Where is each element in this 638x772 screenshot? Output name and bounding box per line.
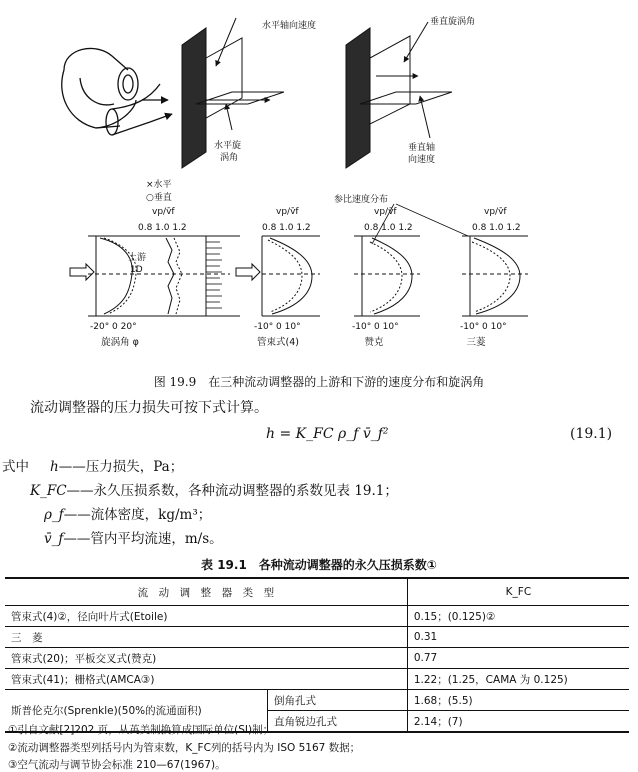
footnote-1: ①引自文献[2]202 页，从英美制换算成国际单位(SI)制；: [8, 724, 274, 736]
panel-zanker: [354, 236, 420, 316]
table-row: [5, 690, 629, 711]
angle-ticks-2: -10° 0 10°: [254, 322, 301, 332]
cell-kfc: 1.68；(5.5): [407, 690, 629, 711]
figure-caption: 图 19.9 在三种流动调整器的上游和下游的速度分布和旋涡角: [153, 375, 485, 389]
label-horizontal-swirl-angle-2: 涡角: [220, 153, 239, 163]
legend-horizontal: ×水平: [146, 180, 172, 190]
footnote-3: ③空气流动与调节协会标准 210—67(1967)。: [8, 759, 226, 771]
equation-number: (19.1): [570, 426, 613, 442]
cell-subtype: 直角锐边孔式: [268, 711, 408, 733]
label-upstream-2: 1D: [130, 265, 143, 275]
definition-symbol: h: [50, 459, 59, 475]
label-vertical-axial-velocity-1: 垂直轴: [408, 143, 436, 153]
table-row: [5, 627, 629, 648]
definition-text: ——管内平均流速，m/s。: [63, 531, 223, 547]
definition-vf: [44, 527, 223, 547]
cell-type: 管束式(4)②，径向叶片式(Etoile): [5, 606, 407, 627]
panel-label-zanker: 赞克: [364, 337, 384, 348]
cell-kfc: 0.31: [407, 627, 629, 648]
label-velocity-ratio-1: vp/v̄f: [152, 207, 175, 217]
scale-ticks-4: 0.8 1.0 1.2: [472, 223, 521, 233]
definition-text: ——永久压损系数，各种流动调整器的系数见表 19.1；: [66, 483, 398, 499]
scale-ticks-1: 0.8 1.0 1.2: [138, 223, 187, 233]
panel-label-tube-bundle: 管束式(4): [257, 337, 299, 348]
header-type: 流 动 调 整 器 类 型: [5, 578, 407, 606]
label-horizontal-swirl-angle-1: 水平旋: [214, 141, 242, 151]
intro-paragraph: 流动调整器的压力损失可按下式计算。: [30, 400, 268, 416]
angle-ticks-4: -10° 0 10°: [460, 322, 507, 332]
scale-ticks-3: 0.8 1.0 1.2: [364, 223, 413, 233]
definition-symbol: K_FC: [30, 483, 67, 499]
definition-symbol: ρ_f: [44, 507, 64, 523]
definition-h: [50, 455, 183, 475]
elbow-pipe-drawing: [62, 48, 172, 135]
label-horizontal-axial-velocity: 水平轴向速度: [262, 21, 317, 31]
table-row: [5, 669, 629, 690]
cell-type: 管束式(41)；栅格式(AMCA③): [5, 669, 407, 690]
definition-kfc: [30, 479, 398, 499]
kfc-table: [5, 577, 629, 733]
plane-diagram-right: [346, 22, 452, 168]
label-local-velocity-distribution: 参比速度分布: [334, 195, 389, 205]
cell-kfc: 0.15；(0.125)②: [407, 606, 629, 627]
scale-ticks-2: 0.8 1.0 1.2: [262, 223, 311, 233]
footnote-2: ②流动调整器类型列括号内为管束数，K_FC列的括号内为 ISO 5167 数据；: [8, 742, 361, 754]
definition-text: ——流体密度，kg/m³；: [63, 507, 212, 523]
label-velocity-ratio-2: vp/v̄f: [276, 207, 299, 217]
cell-type: 管束式(20)；平板交叉式(赞克): [5, 648, 407, 669]
table-row: [5, 606, 629, 627]
cell-kfc: 2.14；(7): [407, 711, 629, 733]
table-row: [5, 648, 629, 669]
panel-label-swirl-angle: 旋涡角 φ: [101, 337, 139, 348]
cell-kfc: 0.77: [407, 648, 629, 669]
definition-symbol: v̄_f: [44, 531, 64, 547]
panel-mitsubishi: [462, 236, 528, 316]
cell-subtype: 倒角孔式: [268, 690, 408, 711]
figure-19-9: [0, 0, 638, 372]
table-header-row: [5, 578, 629, 606]
label-upstream-1: 上游: [128, 253, 147, 263]
label-vertical-axial-velocity-2: 向速度: [408, 155, 436, 165]
angle-ticks-3: -10° 0 10°: [352, 322, 399, 332]
definition-text: ——压力损失，Pa；: [58, 459, 184, 475]
label-velocity-ratio-4: vp/v̄f: [484, 207, 507, 217]
panel-upstream: [70, 236, 240, 316]
panel-label-mitsubishi: 三菱: [466, 337, 486, 348]
header-kfc: K_FC: [407, 578, 629, 606]
label-velocity-ratio-3: vp/v̄f: [374, 207, 397, 217]
panel-tube-bundle: [236, 236, 320, 316]
label-vertical-swirl-angle: 垂直旋涡角: [430, 17, 476, 27]
cell-kfc: 1.22；(1.25，CAMA 为 0.125): [407, 669, 629, 690]
cell-type: 三 菱: [5, 627, 407, 648]
legend-vertical: ○垂直: [146, 193, 172, 203]
angle-ticks-1: -20° 0 20°: [90, 322, 137, 332]
where-prefix: 式中: [2, 459, 29, 475]
cell-type: 斯普伦克尔(Sprenkle)(50%的流通面积): [5, 690, 268, 733]
table-title: 表 19.1 各种流动调整器的永久压损系数①: [201, 558, 437, 572]
equation: h = K_FC ρ_f v̄_f²: [266, 426, 389, 442]
definition-rho: [44, 503, 211, 523]
